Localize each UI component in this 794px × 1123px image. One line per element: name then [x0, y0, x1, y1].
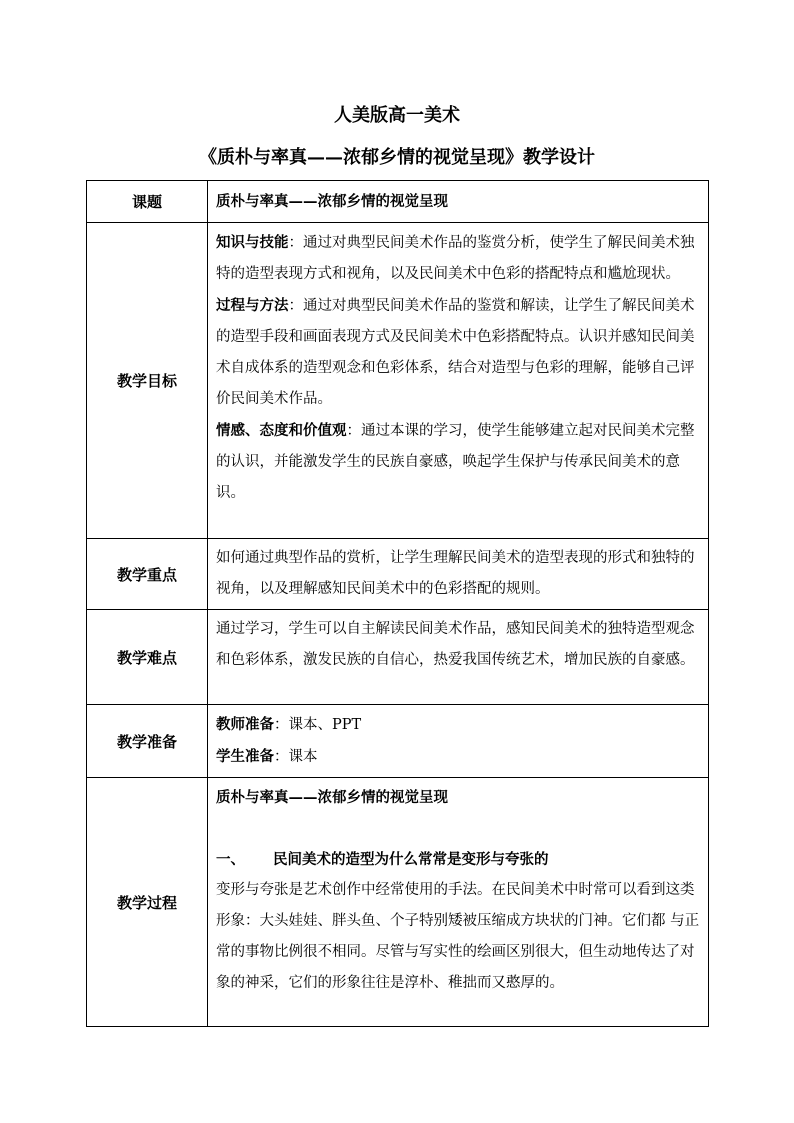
document-title: 《质朴与率真——浓郁乡情的视觉呈现》教学设计 — [199, 147, 595, 168]
difficulties-label: 教学难点 — [87, 610, 208, 705]
process-section-heading — [216, 844, 700, 875]
goal-process-text: ：通过对典型民间美术作品的鉴赏和解读，让学生了解民间美术的造型手段和画面表现方式及民间美术中色彩搭配特点。认识并感知民间美术自成体系的造型观念和色彩体系，结合对造型与色彩的理解，能够自己评价民间美术作品。 — [216, 298, 695, 407]
table-row-preparation — [87, 705, 709, 778]
table-row-topic — [87, 181, 709, 223]
student-preparation-text: ：课本 — [274, 749, 318, 765]
goal-process-title: 过程与方法 — [216, 297, 289, 314]
goal-emotion — [216, 415, 700, 509]
goal-knowledge-title: 知识与技能 — [216, 234, 289, 251]
topic-value: 质朴与率真——浓郁乡情的视觉呈现 — [208, 181, 709, 223]
process-content — [208, 778, 709, 1027]
table-row-goals — [87, 223, 709, 539]
student-preparation-title: 学生准备 — [216, 748, 274, 765]
goal-emotion-text: ：通过本课的学习，使学生能够建立起对民间美术完整的认识，并能激发学生的民族自豪感，唤起学生保护与传承民间美术的意识。 — [216, 423, 695, 501]
section-number: 一、 — [216, 851, 245, 868]
process-paragraph: 变形与夸张是艺术创作中经常使用的手法。在民间美术中时常可以看到这类形象：大头娃娃、胖头鱼、个子特别矮被压缩成方块状的门神。它们都 与正常的事物比例很不相同。尽管与写实性的绘画区别很大，但生动地传达了对象的神采，它们的形象往往是淳朴、稚拙而又憨厚的。 — [216, 882, 700, 991]
goal-emotion-title: 情感、态度和价值观 — [216, 422, 347, 439]
goal-knowledge — [216, 227, 700, 290]
goals-content — [208, 223, 709, 539]
table-row-difficulties — [87, 610, 709, 705]
blank-line — [216, 813, 700, 844]
lesson-plan-table — [86, 180, 709, 1027]
section-title: 民间美术的造型为什么常常是变形与夸张的 — [273, 851, 549, 868]
difficulties-text: 通过学习，学生可以自主解读民间美术作品，感知民间美术的独特造型观念和色彩体系，激发民族的自信心，热爱我国传统艺术，增加民族的自豪感。 — [208, 610, 709, 705]
teacher-preparation — [216, 709, 700, 741]
teacher-preparation-text: ：课本、PPT — [274, 717, 362, 733]
goal-knowledge-text: ：通过对典型民间美术作品的鉴赏分析，使学生了解民间美术独特的造型表现方式和视角，以及民间美术中色彩的搭配特点和尴尬现状。 — [216, 235, 695, 282]
process-label: 教学过程 — [87, 778, 208, 1027]
teacher-preparation-title: 教师准备 — [216, 716, 274, 733]
preparation-content — [208, 705, 709, 778]
document-subtitle: 人美版高一美术 — [334, 105, 460, 126]
key-points-text: 如何通过典型作品的赏析，让学生理解民间美术的造型表现的形式和独特的视角，以及理解感知民间美术中的色彩搭配的规则。 — [208, 539, 709, 610]
preparation-label: 教学准备 — [87, 705, 208, 778]
process-heading: 质朴与率真——浓郁乡情的视觉呈现 — [216, 789, 448, 806]
goal-process — [216, 290, 700, 415]
table-row-process — [87, 778, 709, 1027]
topic-label: 课题 — [87, 181, 208, 223]
table-row-key-points — [87, 539, 709, 610]
key-points-label: 教学重点 — [87, 539, 208, 610]
student-preparation — [216, 741, 700, 773]
goals-label: 教学目标 — [87, 223, 208, 539]
